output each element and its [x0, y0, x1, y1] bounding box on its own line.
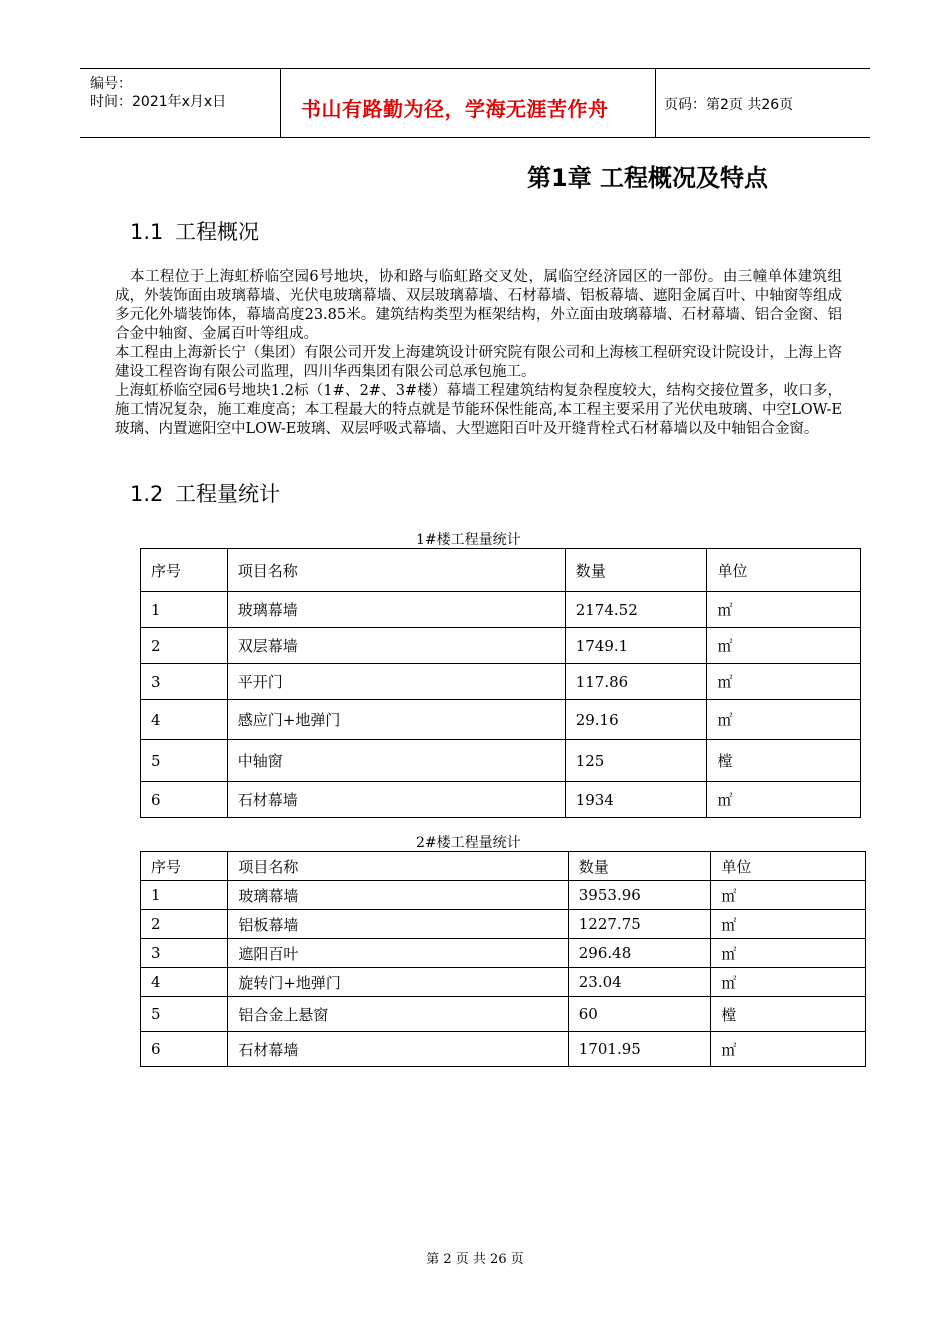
table1-caption: 1#楼工程量统计: [416, 532, 521, 548]
cell-unit: ㎡: [707, 628, 861, 664]
section-heading-quantities: [130, 478, 280, 508]
cell-index: 4: [141, 968, 228, 997]
table-row: [141, 700, 861, 740]
cell-quantity: 125: [565, 740, 707, 782]
section-number: 1.2: [130, 482, 164, 506]
cell-quantity: 296.48: [568, 939, 711, 968]
header-cell: 数量: [568, 852, 711, 881]
cell-unit: ㎡: [711, 1032, 866, 1067]
table-header-row: [141, 852, 866, 881]
paragraph: 上海虹桥临空园6号地块1.2标（1#、2#、3#楼）幕墙工程建筑结构复杂程度较大，结构交接位置多，收口多，施工情况复杂，施工难度高；本工程最大的特点就是节能环保性能高,本工程主要采用了光伏电玻璃、中空LOW-E玻璃、内置遮阳空中LOW-E玻璃、双层呼吸式幕墙、大型遮阳百叶及开缝背栓式石材幕墙以及中轴铝合金窗。: [115, 383, 842, 437]
cell-item: 中轴窗: [227, 740, 565, 782]
cell-quantity: 2174.52: [565, 592, 707, 628]
cell-quantity: 60: [568, 997, 711, 1032]
date-label: 时间：2021年x月x日: [90, 94, 227, 110]
cell-unit: ㎡: [707, 782, 861, 818]
section-title: 工程量统计: [175, 482, 280, 506]
table-row: [141, 997, 866, 1032]
header-info-cell: [80, 69, 281, 137]
cell-item: 遮阳百叶: [228, 939, 568, 968]
table-row: [141, 740, 861, 782]
page-header: [80, 68, 870, 138]
cell-item: 旋转门+地弹门: [228, 968, 568, 997]
cell-item: 石材幕墙: [227, 782, 565, 818]
page-indicator: 页码：第2页 共26页: [664, 97, 794, 113]
cell-item: 铝板幕墙: [228, 910, 568, 939]
cell-item: 玻璃幕墙: [228, 881, 568, 910]
cell-item: 双层幕墙: [227, 628, 565, 664]
cell-item: 玻璃幕墙: [227, 592, 565, 628]
paragraph: 本工程位于上海虹桥临空园6号地块，协和路与临虹路交叉处，属临空经济园区的一部份。由三幢单体建筑组成，外装饰面由玻璃幕墙、光伏电玻璃幕墙、双层玻璃幕墙、石材幕墙、铝板幕墙、遮阳金属百叶、中轴窗等组成多元化外墙装饰体，幕墙高度23.85米。建筑结构类型为框架结构，外立面由玻璃幕墙、石材幕墙、铝合金窗、铝合金中轴窗、金属百叶等组成。: [115, 269, 842, 342]
cell-index: 1: [141, 881, 228, 910]
section-number: 1.1: [130, 220, 164, 244]
paragraph: 本工程由上海新长宁（集团）有限公司开发上海建筑设计研究院有限公司和上海核工程研究设计院设计，上海上咨建设工程咨询有限公司监理，四川华西集团有限公司总承包施工。: [115, 345, 842, 380]
cell-index: 5: [141, 740, 228, 782]
cell-item: 铝合金上悬窗: [228, 997, 568, 1032]
cell-unit: ㎡: [711, 939, 866, 968]
cell-unit: ㎡: [711, 910, 866, 939]
table2-caption: 2#楼工程量统计: [416, 835, 521, 851]
header-cell: 项目名称: [228, 852, 568, 881]
table-row: [141, 968, 866, 997]
header-page-cell: [656, 69, 870, 137]
header-cell: 数量: [565, 549, 707, 592]
table-row: [141, 592, 861, 628]
cell-unit: ㎡: [707, 700, 861, 740]
table-header-row: [141, 549, 861, 592]
cell-index: 6: [141, 1032, 228, 1067]
motto: 书山有路勤为径，学海无涯苦作舟: [301, 97, 609, 121]
cell-quantity: 23.04: [568, 968, 711, 997]
serial-label: 编号：: [90, 76, 132, 92]
table-row: [141, 664, 861, 700]
cell-unit: 樘: [707, 740, 861, 782]
cell-item: 平开门: [227, 664, 565, 700]
cell-index: 6: [141, 782, 228, 818]
cell-index: 3: [141, 939, 228, 968]
cell-unit: 樘: [711, 997, 866, 1032]
table-row: [141, 881, 866, 910]
section-title: 工程概况: [175, 220, 259, 244]
header-cell: 单位: [711, 852, 866, 881]
table-row: [141, 1032, 866, 1067]
header-cell: 序号: [141, 549, 228, 592]
building2-quantity-table: [140, 851, 866, 1067]
cell-unit: ㎡: [711, 881, 866, 910]
cell-quantity: 117.86: [565, 664, 707, 700]
cell-quantity: 1701.95: [568, 1032, 711, 1067]
cell-quantity: 1227.75: [568, 910, 711, 939]
cell-unit: ㎡: [707, 664, 861, 700]
table-row: [141, 939, 866, 968]
table-row: [141, 782, 861, 818]
cell-index: 5: [141, 997, 228, 1032]
cell-index: 2: [141, 910, 228, 939]
cell-index: 3: [141, 664, 228, 700]
cell-index: 4: [141, 700, 228, 740]
header-cell: 序号: [141, 852, 228, 881]
cell-quantity: 1934: [565, 782, 707, 818]
cell-item: 感应门+地弹门: [227, 700, 565, 740]
header-cell: 项目名称: [227, 549, 565, 592]
table-row: [141, 910, 866, 939]
cell-index: 1: [141, 592, 228, 628]
header-motto-cell: [281, 69, 656, 137]
cell-item: 石材幕墙: [228, 1032, 568, 1067]
cell-unit: ㎡: [707, 592, 861, 628]
section-heading-overview: [130, 216, 259, 246]
page-footer: 第 2 页 共 26 页: [426, 1252, 524, 1267]
chapter-title: 第1章 工程概况及特点: [527, 164, 769, 192]
cell-unit: ㎡: [711, 968, 866, 997]
building1-quantity-table: [140, 548, 861, 818]
cell-quantity: 1749.1: [565, 628, 707, 664]
cell-quantity: 3953.96: [568, 881, 711, 910]
header-cell: 单位: [707, 549, 861, 592]
cell-index: 2: [141, 628, 228, 664]
overview-text: [115, 268, 842, 439]
table-row: [141, 628, 861, 664]
cell-quantity: 29.16: [565, 700, 707, 740]
